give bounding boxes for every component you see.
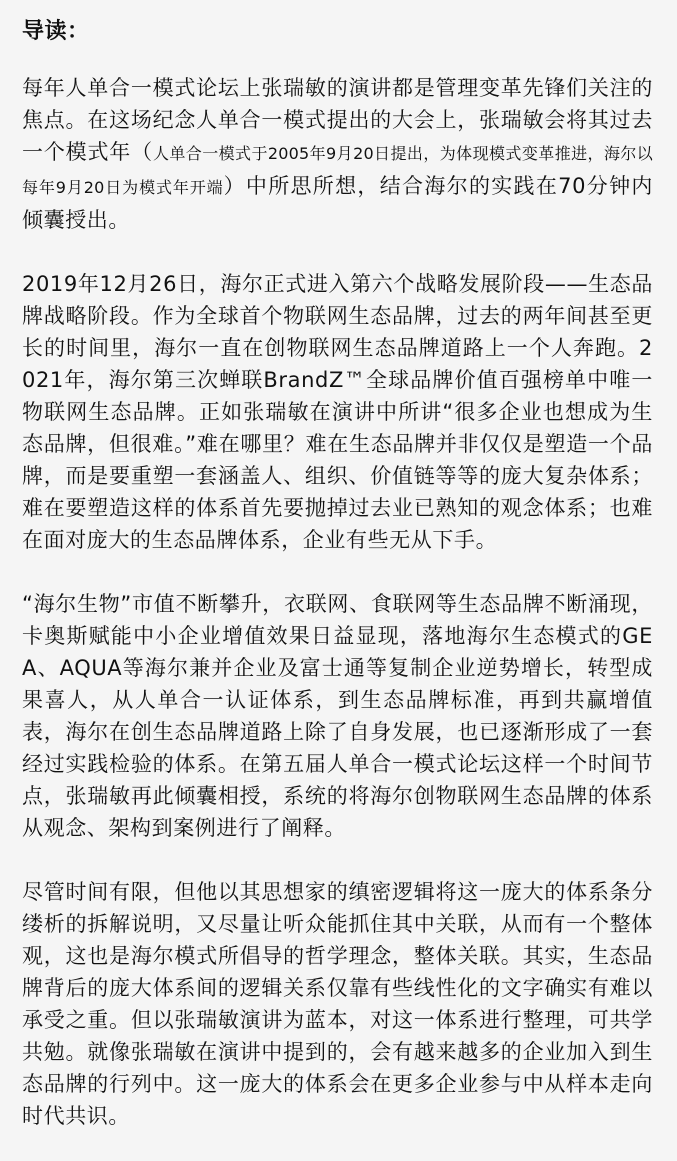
- paragraph-system: 尽管时间有限，但他以其思想家的缜密逻辑将这一庞大的体系条分缕析的拆解说明，又尽量让听众能抓住其中关联，从而有一个整体观，这也是海尔模式所倡导的哲学理念，整体关联。其实，生态品牌背后的庞大体系间的逻辑关系仅靠有些线性化的文字确实有难以承受之重。但以张瑞敏演讲为蓝本，对这一体系进行整理，可共学共勉。就像张瑞敏在演讲中提到的，会有越来越多的企业加入到生态品牌的行列中。这一庞大的体系会在更多企业参与中从样本走向时代共识。: [22, 880, 653, 1128]
- intro-before-note: 每年人单合一模式论坛上张瑞敏的演讲都是管理变革先锋们关注的焦点。在这场纪念人单合一模式提出的大会上，张瑞敏会将其过去一个模式年（: [22, 76, 653, 164]
- paragraph-strategy: 2019年12月26日，海尔正式进入第六个战略发展阶段——生态品牌战略阶段。作为全球首个物联网生态品牌，过去的两年间甚至更长的时间里，海尔一直在创物联网生态品牌道路上一个人奔跑。2021年，海尔第三次蝉联BrandZ™全球品牌价值百强榜单中唯一物联网生态品牌。正如张瑞敏在演讲中所讲“很多企业也想成为生态品牌，但很难。”难在哪里？难在生态品牌并非仅仅是塑造一个品牌，而是要重塑一套涵盖人、组织、价值链等等的庞大复杂体系；难在要塑造这样的体系首先要抛掉过去业已熟知的观念体系；也难在面对庞大的生态品牌体系，企业有些无从下手。: [22, 272, 653, 552]
- intro-heading: 导读：: [22, 19, 90, 44]
- intro-paragraph: [22, 72, 653, 236]
- paragraph-results: “海尔生物”市值不断攀升，衣联网、食联网等生态品牌不断涌现，卡奥斯赋能中小企业增值效果日益显现，落地海尔生态模式的GEA、AQUA等海尔兼并企业及富士通等复制企业逆势增长，转型成果喜人，从人单合一认证体系，到生态品牌标准，再到共赢增值表，海尔在创生态品牌道路上除了自身发展，也已逐渐形成了一套经过实践检验的体系。在第五届人单合一模式论坛这样一个时间节点，张瑞敏再此倾囊相授，系统的将海尔创物联网生态品牌的体系从观念、架构到案例进行了阐释。: [22, 592, 653, 840]
- intro-note: 人单合一模式于2005年9月20日提出，为体现模式变革推进，海尔以每年9月20日为模式年开端: [22, 144, 653, 197]
- intro-after-note: ）中所思所想，结合海尔的实践在70分钟内倾囊授出。: [22, 174, 653, 232]
